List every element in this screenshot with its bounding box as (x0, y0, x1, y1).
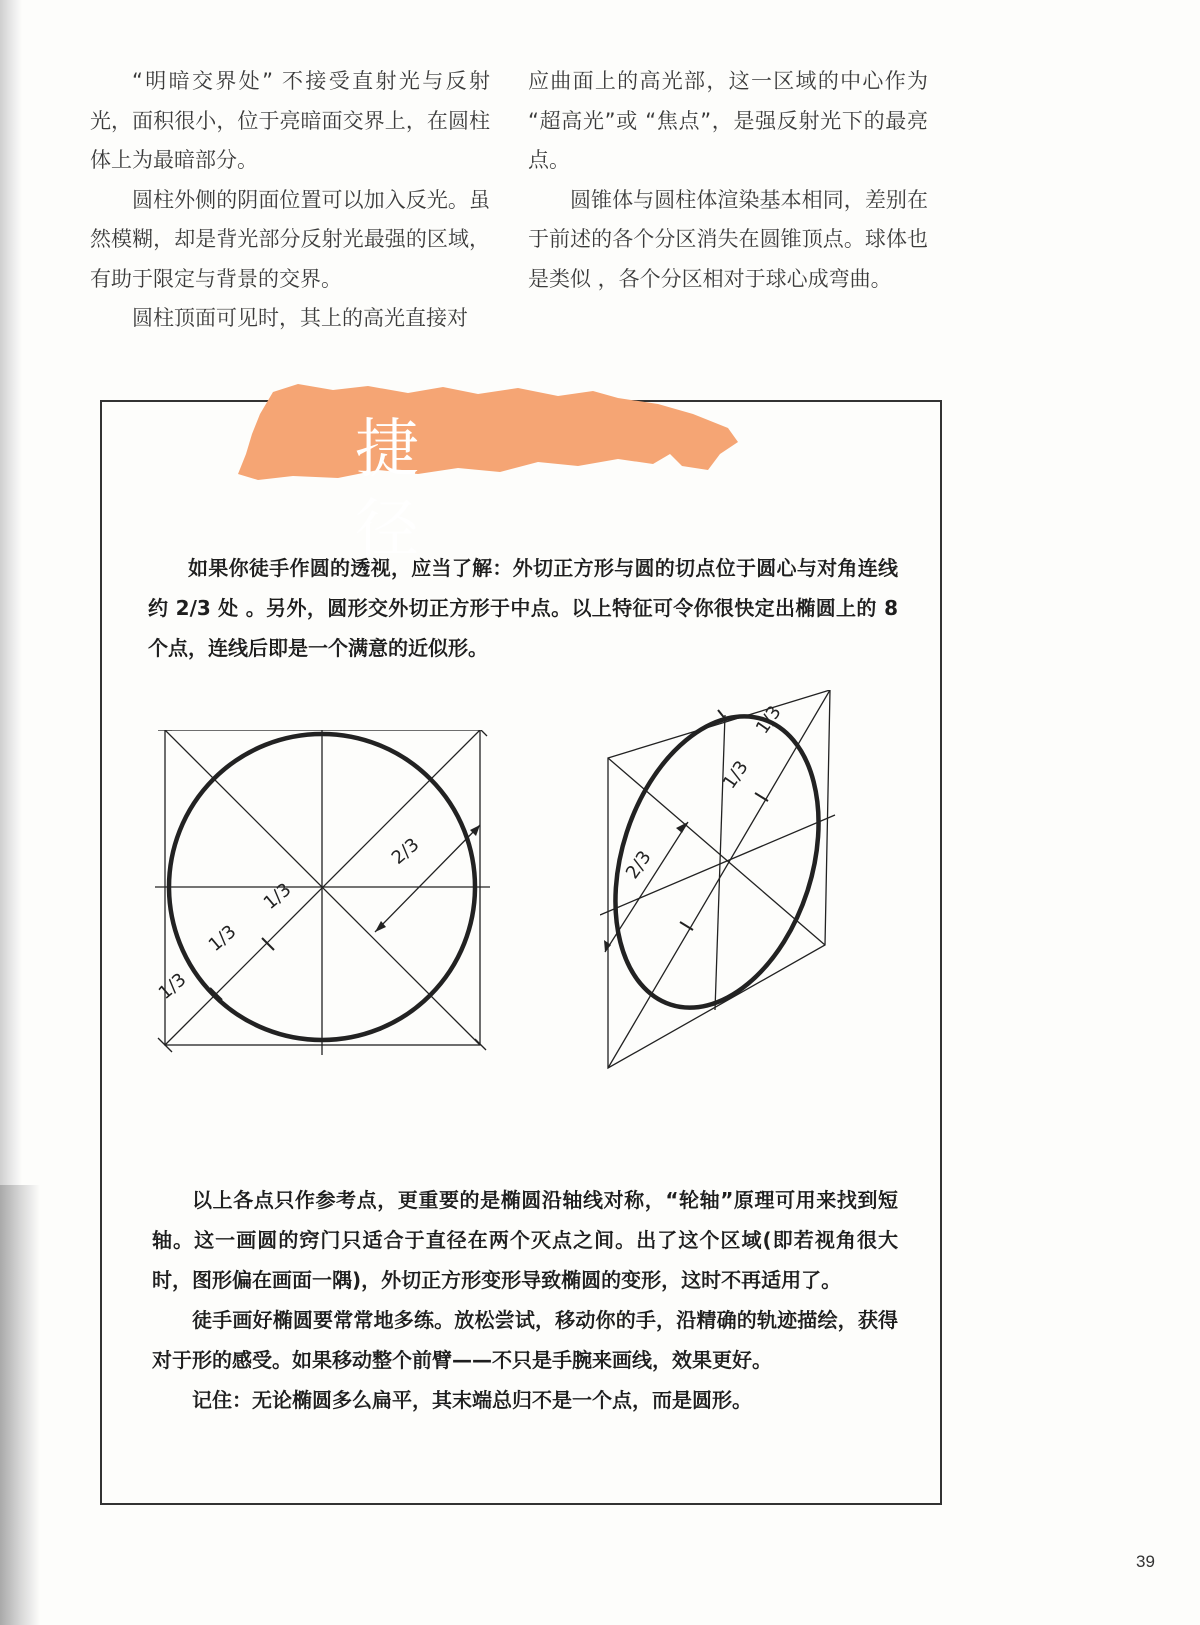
diagram-label: 1/3 (204, 921, 241, 956)
page-number: 39 (1136, 1552, 1155, 1571)
paragraph: 应曲面上的高光部，这一区域的中心作为 “超高光”或 “焦点”，是强反射光下的最亮点。 (528, 69, 928, 172)
diagram-label: 1/3 (259, 879, 296, 914)
box-outro (152, 1180, 898, 1420)
paragraph: 记住：无论椭圆多么扁平，其末端总归不是一个点，而是圆形。 (192, 1388, 752, 1412)
box-intro (148, 548, 898, 668)
paragraph: 以上各点只作参考点，更重要的是椭圆沿轴线对称，“轮轴”原理可用来找到短轴。这一画圆的窍门只适合于直径在两个灭点之间。出了这个区域(即若视角很大时，图形偏在画面一隅)，外切正方形变形导致椭圆的变形，这时不再适用了。 (152, 1188, 898, 1292)
top-left-column (90, 62, 490, 339)
diagram-label: 1/3 (751, 702, 786, 738)
top-right-column (528, 62, 928, 299)
diagram-label: 1/3 (154, 969, 191, 1004)
circle-diagram (150, 730, 510, 1090)
diagram-label: 2/3 (387, 834, 424, 869)
paragraph: 圆柱顶面可见时，其上的高光直接对 (132, 306, 468, 330)
paragraph: 圆锥体与圆柱体渲染基本相同，差别在于前述的各个分区消失在圆锥顶点。球体也是类似 ，各个分区相对于球心成弯曲。 (528, 187, 928, 291)
ellipse-diagram (600, 690, 890, 1110)
paragraph: “明暗交界处” 不接受直射光与反射光，面积很小，位于亮暗面交界上，在圆柱体上为最暗部分。 (90, 69, 490, 172)
diagram-label: 1/3 (718, 757, 753, 793)
paragraph: 如果你徒手作圆的透视，应当了解：外切正方形与圆的切点位于圆心与对角连线约 2/3 处 。另外，圆形交外切正方形于中点。以上特征可令你很快定出椭圆上的 8 个点，连线后即是一个满意的近似形。 (148, 556, 898, 660)
paragraph: 徒手画好椭圆要常常地多练。放松尝试，移动你的手，沿精确的轨迹描绘，获得对于形的感受。如果移动整个前臂——不只是手腕来画线，效果更好。 (152, 1308, 898, 1372)
paragraph: 圆柱外侧的阴面位置可以加入反光。虽然模糊，却是背光部分反射光最强的区域，有助于限定与背景的交界。 (90, 187, 490, 291)
diagram-label: 2/3 (621, 847, 656, 883)
box-title: 捷 径 (355, 413, 441, 567)
binding-shadow-lower (0, 1185, 40, 1625)
